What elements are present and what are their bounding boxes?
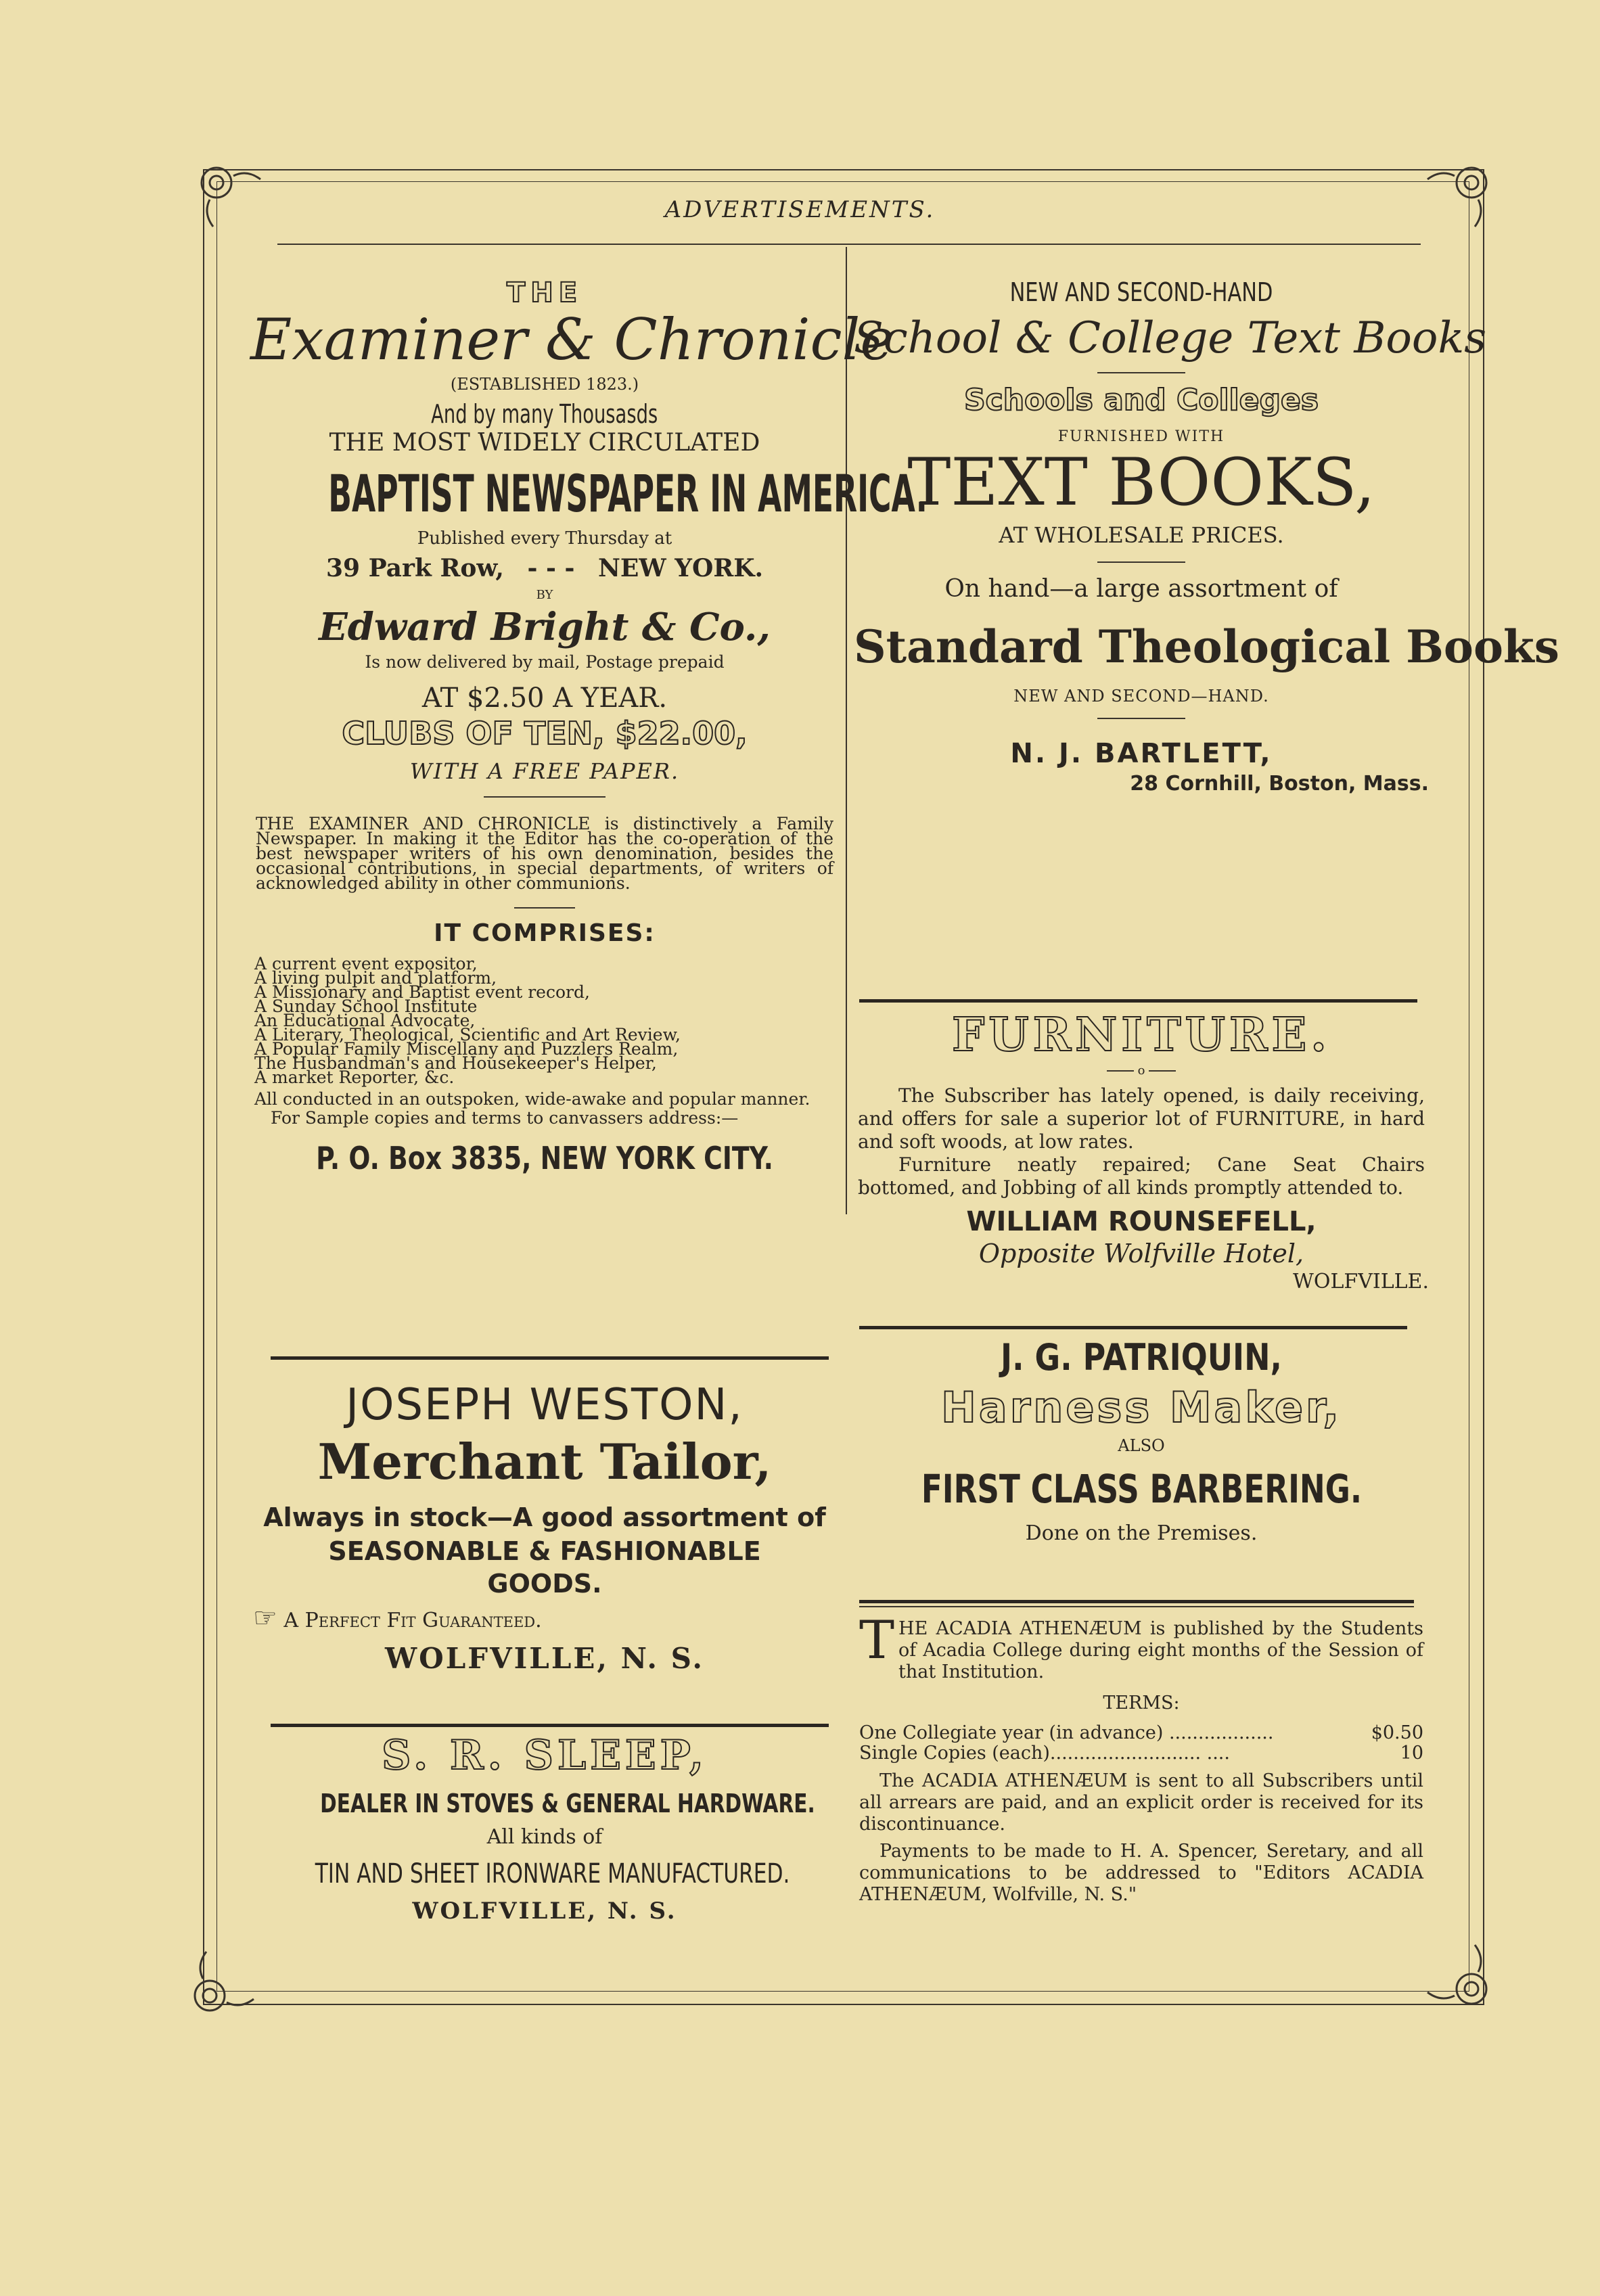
- list-item: A Sunday School Institute: [254, 996, 478, 1016]
- address-left: 39 Park Row,: [325, 554, 504, 582]
- weston-stock: Always in stock—A good assortment of: [263, 1502, 826, 1532]
- header-rule: [277, 244, 1421, 245]
- patriquin-ad: [854, 1336, 1429, 1545]
- address-right: NEW YORK.: [597, 554, 764, 582]
- bartlett-on-hand: On hand—a large assortment of: [944, 575, 1338, 603]
- corner-ornament-icon: [1417, 1935, 1492, 2009]
- athenaeum-payments: Payments to be made to H. A. Spencer, Seretary, and all communications to be addressed to "Editors ACADIA ATHENÆUM, Wolfville, N. S.": [859, 1841, 1423, 1905]
- examiner-by: BY: [536, 588, 553, 602]
- athenaeum-notice: [854, 1610, 1429, 1906]
- sleep-name: S. R. SLEEP,: [382, 1732, 708, 1779]
- patriquin-barbering: FIRST CLASS BARBERING.: [921, 1466, 1362, 1512]
- corner-ornament-icon: [189, 1942, 264, 2016]
- rule: [484, 796, 605, 798]
- list-item: A living pulpit and platform,: [254, 968, 497, 988]
- examiner-delivered: Is now delivered by mail, Postage prepaid: [365, 652, 725, 672]
- weston-trade: Merchant Tailor,: [317, 1433, 772, 1490]
- examiner-price: AT $2.50 A YEAR.: [421, 683, 668, 714]
- furniture-opposite: Opposite Wolfville Hotel,: [978, 1239, 1304, 1268]
- rule: [514, 907, 575, 909]
- terms-value: $0.50: [1371, 1722, 1423, 1743]
- examiner-thousands: And by many Thousasds: [431, 399, 658, 429]
- examiner-publisher: Edward Bright & Co.,: [319, 605, 771, 649]
- bartlett-script: School & College Text Books: [854, 313, 1487, 363]
- page-header: ADVERTISEMENTS.: [664, 196, 936, 223]
- furniture-para2: Furniture neatly repaired; Cane Seat Chairs bottomed, and Jobbing of all kinds promptly attended to.: [858, 1153, 1425, 1199]
- sleep-place: WOLFVILLE, N. S.: [412, 1898, 677, 1925]
- examiner-published: Published every Thursday at: [417, 528, 672, 549]
- examiner-conducted: All conducted in an outspoken, wide-awake and popular manner.: [254, 1089, 810, 1109]
- examiner-clubs: CLUBS OF TEN, $22.00,: [342, 715, 748, 752]
- patriquin-premises: Done on the Premises.: [1025, 1521, 1258, 1545]
- sleep-dealer: DEALER IN STOVES & GENERAL HARDWARE.: [320, 1789, 815, 1818]
- weston-goods: GOODS.: [487, 1569, 602, 1599]
- weston-seasonable: SEASONABLE & FASHIONABLE: [328, 1536, 761, 1566]
- examiner-sample: For Sample copies and terms to canvassers address:—: [271, 1108, 739, 1128]
- examiner-most-widely: THE MOST WIDELY CIRCULATED: [329, 429, 760, 457]
- list-item: A current event expositor,: [254, 954, 478, 973]
- section-rule: [859, 1606, 1414, 1607]
- list-item: An Educational Advocate,: [254, 1011, 476, 1030]
- terms-label: Single Copies (each).......................... ....: [859, 1743, 1230, 1764]
- furniture-title: FURNITURE.: [952, 1008, 1331, 1062]
- rule: [1097, 372, 1185, 373]
- section-rule: [271, 1356, 829, 1360]
- bartlett-address: 28 Cornhill, Boston, Mass.: [1130, 772, 1429, 796]
- section-rule: [859, 1600, 1414, 1603]
- bartlett-new-second-hand: NEW AND SECOND—HAND.: [1013, 687, 1269, 706]
- weston-place: WOLFVILLE, N. S.: [384, 1642, 705, 1675]
- section-rule: [859, 1326, 1407, 1329]
- athenaeum-terms: TERMS:: [1103, 1693, 1180, 1714]
- bartlett-text-books: TEXT BOOKS,: [907, 444, 1375, 520]
- sleep-kinds: All kinds of: [486, 1825, 603, 1849]
- examiner-description: THE EXAMINER AND CHRONICLE is distinctively a Family Newspaper. In making it the Editor has the co-operation of the best newspaper writers of his own denomination, besides the occasional contributions, in special departments, of writers of acknowledged ability in other communions.: [256, 814, 833, 893]
- list-item: A market Reporter, &c.: [254, 1067, 455, 1087]
- bartlett-standard: Standard Theological Books: [854, 620, 1559, 673]
- list-item: A Popular Family Miscellany and Puzzlers Realm,: [254, 1039, 679, 1059]
- address-dashes: - - -: [527, 554, 575, 582]
- bartlett-new-second: NEW AND SECOND-HAND: [1009, 277, 1273, 307]
- bartlett-name: N. J. BARTLETT,: [1010, 738, 1273, 769]
- examiner-free-paper: WITH A FREE PAPER.: [409, 758, 680, 784]
- rule: [1097, 561, 1185, 563]
- athenaeum-intro-block: [854, 1610, 1429, 1683]
- weston-fit-line: [250, 1603, 839, 1634]
- comprises-list: [250, 954, 839, 1087]
- list-item: A Literary, Theological, Scientific and Art Review,: [254, 1025, 681, 1044]
- rule: [1097, 718, 1185, 719]
- patriquin-trade: Harness Maker,: [940, 1383, 1342, 1432]
- terms-label: One Collegiate year (in advance) ..................: [859, 1722, 1274, 1743]
- bartlett-furnished: FURNISHED WITH: [1057, 428, 1225, 445]
- list-item: The Husbandman's and Housekeeper's Helper,: [254, 1053, 657, 1073]
- comprises-heading: IT COMPRISES:: [434, 919, 656, 947]
- examiner-baptist: BAPTIST NEWSPAPER IN AMERICA.: [328, 463, 928, 524]
- examiner-box: P. O. Box 3835, NEW YORK CITY.: [316, 1140, 773, 1176]
- weston-ad: [250, 1380, 839, 1675]
- pointing-hand-icon: ☞: [253, 1603, 277, 1634]
- furniture-place: WOLFVILLE.: [1293, 1270, 1429, 1293]
- weston-fit: A Perfect Fit Guaranteed.: [283, 1609, 542, 1632]
- examiner-ad: [250, 277, 928, 1176]
- divider-mark: o: [1137, 1063, 1145, 1078]
- examiner-the: THE: [506, 277, 583, 308]
- bartlett-schools: Schools and Colleges: [963, 383, 1319, 417]
- terms-value: 10: [1400, 1743, 1423, 1764]
- athenaeum-dropcap: T: [859, 1610, 895, 1671]
- sleep-ad: [250, 1732, 839, 1925]
- furniture-para1: The Subscriber has lately opened, is daily receiving, and offers for sale a superior lot of FURNITURE, in hard and soft woods, at low rates.: [858, 1084, 1425, 1153]
- list-item: A Missionary and Baptist event record,: [254, 982, 590, 1002]
- examiner-title: Examiner & Chronicle: [250, 306, 894, 373]
- furniture-name: WILLIAM ROUNSEFELL,: [966, 1206, 1317, 1237]
- examiner-address: [250, 554, 839, 582]
- terms-row: [854, 1743, 1429, 1764]
- athenaeum-sent: The ACADIA ATHENÆUM is sent to all Subscribers until all arrears are paid, and an explicit order is received for its discontinuance.: [859, 1770, 1423, 1835]
- furniture-divider: [854, 1063, 1429, 1078]
- section-rule: [859, 999, 1417, 1003]
- furniture-ad: [854, 1008, 1429, 1293]
- examiner-established: (ESTABLISHED 1823.): [450, 375, 639, 394]
- column-divider: [846, 247, 847, 1214]
- bartlett-wholesale: AT WHOLESALE PRICES.: [999, 522, 1284, 548]
- section-rule: [271, 1724, 829, 1727]
- terms-row: [854, 1723, 1429, 1743]
- patriquin-also: ALSO: [1118, 1436, 1165, 1455]
- weston-name: JOSEPH WESTON,: [346, 1380, 744, 1430]
- athenaeum-intro: HE ACADIA ATHENÆUM is published by the Students of Acadia College during eight months of the Session of that Institution.: [898, 1618, 1423, 1682]
- sleep-tin: TIN AND SHEET IRONWARE MANUFACTURED.: [315, 1858, 790, 1889]
- bartlett-ad: [854, 277, 1559, 796]
- patriquin-name: J. G. PATRIQUIN,: [1001, 1336, 1282, 1379]
